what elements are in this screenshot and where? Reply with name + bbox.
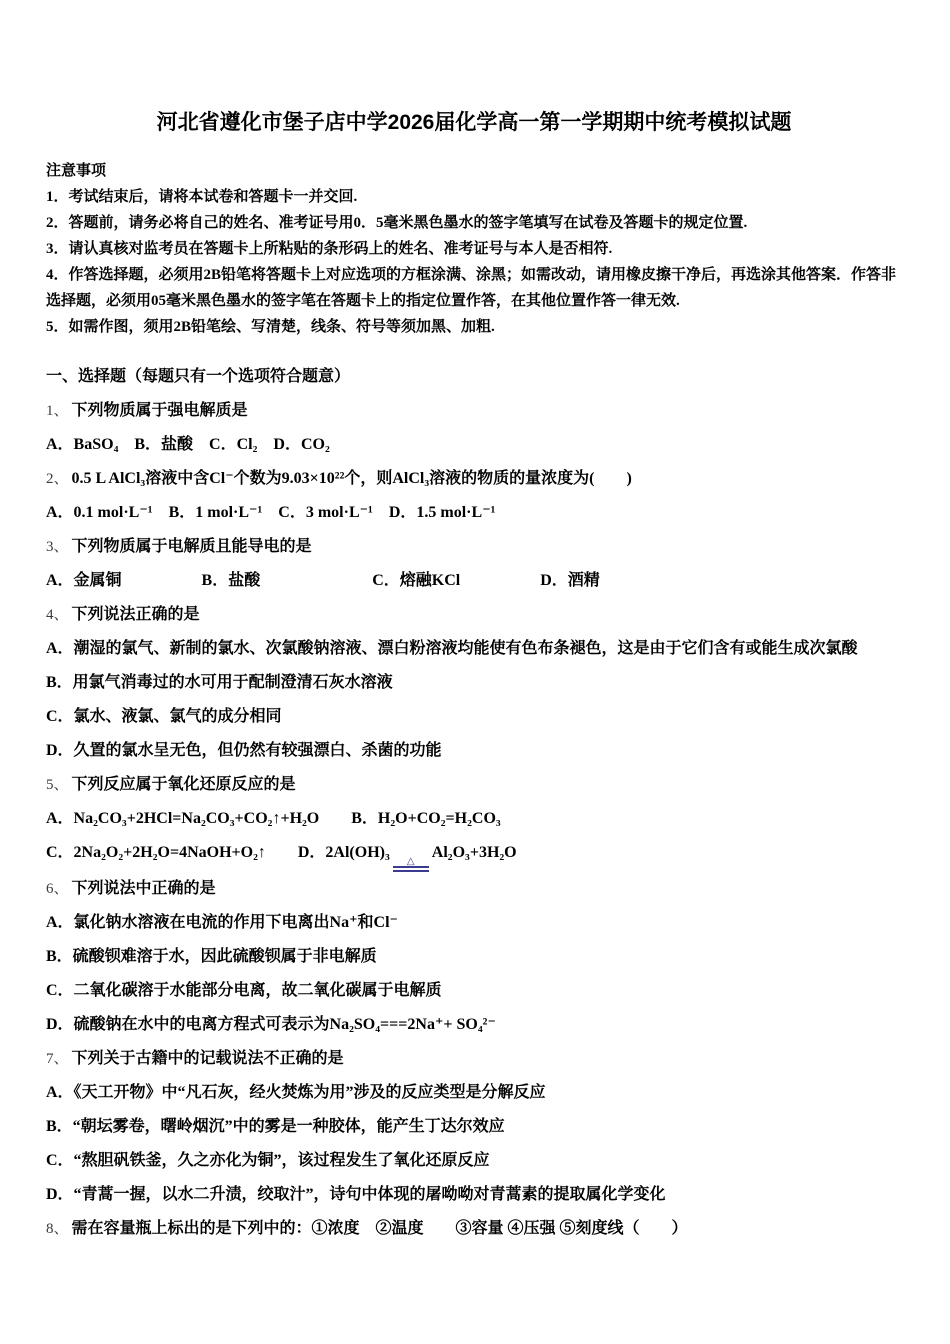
notice-items-list (46, 184, 902, 340)
question-block (46, 462, 902, 530)
question-number: 4、 (46, 607, 69, 623)
notice-item: 5．如需作图，须用2B铅笔绘、写清楚，线条、符号等须加黑、加粗. (46, 319, 495, 335)
question-stem (46, 598, 902, 632)
question-stem-text: 下列说法正确的是 (71, 606, 200, 623)
question-option-line: D．硫酸钠在水中的电离方程式可表示为Na₂SO₄===2Na⁺+ SO₄²⁻ (46, 1016, 496, 1033)
notice-item: 2．答题前，请务必将自己的姓名、准考证号用0．5毫米黑色墨水的签字笔填写在试卷及答题卡的规定位置. (46, 215, 748, 231)
question-option-line: B．“朝坛雾卷，曙岭烟沉”中的雾是一种胶体，能产生丁达尔效应 (46, 1118, 505, 1135)
notice-section (46, 158, 902, 340)
question-block (46, 394, 902, 462)
question-option-line: D．“青蒿一握，以水二升渍，绞取汁”，诗句中体现的屠呦呦对青蒿素的提取属化学变化 (46, 1186, 666, 1203)
question-option-line: A．金属铜 B．盐酸 C．熔融KCl D．酒精 (46, 572, 600, 589)
question-option-line: A．0.1 mol·L⁻¹ B．1 mol·L⁻¹ C．3 mol·L⁻¹ D．1.5 mol·L⁻¹ (46, 504, 496, 521)
question-option-line (46, 836, 902, 872)
question-stem-text: 需在容量瓶上标出的是下列中的：①浓度 ②温度 ③容量 ④压强 ⑤刻度线（ ） (71, 1220, 688, 1237)
question-stem (46, 1212, 902, 1246)
question-number: 7、 (46, 1051, 69, 1067)
equation-post: Al₂O₃+3H₂O (431, 844, 517, 861)
question-stem-text: 0.5 L AlCl₃溶液中含Cl⁻个数为9.03×10²²个，则AlCl₃溶液的物质的量浓度为( ) (71, 470, 632, 487)
notice-heading: 注意事项 (46, 163, 107, 179)
question-stem (46, 1042, 902, 1076)
question-stem (46, 768, 902, 802)
questions-list (46, 394, 902, 1246)
question-block (46, 768, 902, 872)
question-option-line: A．氯化钠水溶液在电流的作用下电离出Na⁺和Cl⁻ (46, 914, 399, 931)
question-number: 2、 (46, 471, 69, 487)
question-stem-text: 下列反应属于氧化还原反应的是 (71, 776, 296, 793)
question-block (46, 598, 902, 768)
question-stem (46, 872, 902, 906)
notice-item: 3．请认真核对监考员在答题卡上所粘贴的条形码上的姓名、准考证号与本人是否相符. (46, 241, 613, 257)
heating-delta-icon (393, 858, 429, 872)
question-number: 8、 (46, 1221, 69, 1237)
question-stem (46, 394, 902, 428)
question-option-line: B．硫酸钡难溶于水，因此硫酸钡属于非电解质 (46, 948, 377, 965)
question-option-line: A．潮湿的氯气、新制的氯水、次氯酸钠溶液、漂白粉溶液均能使有色布条褪色，这是由于它们含有或能生成次氯酸 (46, 640, 858, 657)
question-option-line: A．BaSO₄ B．盐酸 C．Cl₂ D．CO₂ (46, 436, 330, 453)
question-stem (46, 530, 902, 564)
notice-item: 1．考试结束后，请将本试卷和答题卡一并交回. (46, 189, 358, 205)
question-option-line: C．氯水、液氯、氯气的成分相同 (46, 708, 282, 725)
section-heading: 一、选择题（每题只有一个选项符合题意） (46, 368, 351, 385)
question-block (46, 872, 902, 1042)
question-stem-text: 下列关于古籍中的记载说法不正确的是 (71, 1050, 344, 1067)
page-title: 河北省遵化市堡子店中学2026届化学高一第一学期期中统考模拟试题 (156, 111, 792, 134)
question-stem-text: 下列物质属于电解质且能导电的是 (71, 538, 312, 555)
question-option-line: D．久置的氯水呈无色，但仍然有较强漂白、杀菌的功能 (46, 742, 442, 759)
triangle-icon: △ (406, 856, 415, 867)
question-option-line: A．《天工开物》中“凡石灰，经火焚炼为用”涉及的反应类型是分解反应 (46, 1084, 546, 1101)
question-stem-text: 下列物质属于强电解质是 (71, 402, 248, 419)
question-block (46, 530, 902, 598)
question-option-line: B．用氯气消毒过的水可用于配制澄清石灰水溶液 (46, 674, 393, 691)
question-block (46, 1212, 902, 1246)
question-block (46, 1042, 902, 1212)
question-stem (46, 462, 902, 496)
notice-item: 4．作答选择题，必须用2B铅笔将答题卡上对应选项的方框涂满、涂黑；如需改动，请用橡皮擦干净后，再选涂其他答案．作答非选择题，必须用05毫米黑色墨水的签字笔在答题卡上的指定位置作答，在其他位置作答一律无效. (46, 267, 897, 309)
question-number: 5、 (46, 777, 69, 793)
double-line (393, 866, 429, 872)
question-option-line: C．“熬胆矾铁釜，久之亦化为铜”，该过程发生了氧化还原反应 (46, 1152, 490, 1169)
question-number: 6、 (46, 881, 69, 897)
question-number: 1、 (46, 403, 69, 419)
question-option-line: A．Na₂CO₃+2HCl=Na₂CO₃+CO₂↑+H₂O B．H₂O+CO₂=H₂CO₃ (46, 810, 501, 827)
equation-pre: C．2Na₂O₂+2H₂O=4NaOH+O₂↑ D．2Al(OH)₃ (46, 844, 390, 861)
question-stem-text: 下列说法中正确的是 (71, 880, 216, 897)
question-number: 3、 (46, 539, 69, 555)
question-option-line: C．二氧化碳溶于水能部分电离，故二氧化碳属于电解质 (46, 982, 442, 999)
